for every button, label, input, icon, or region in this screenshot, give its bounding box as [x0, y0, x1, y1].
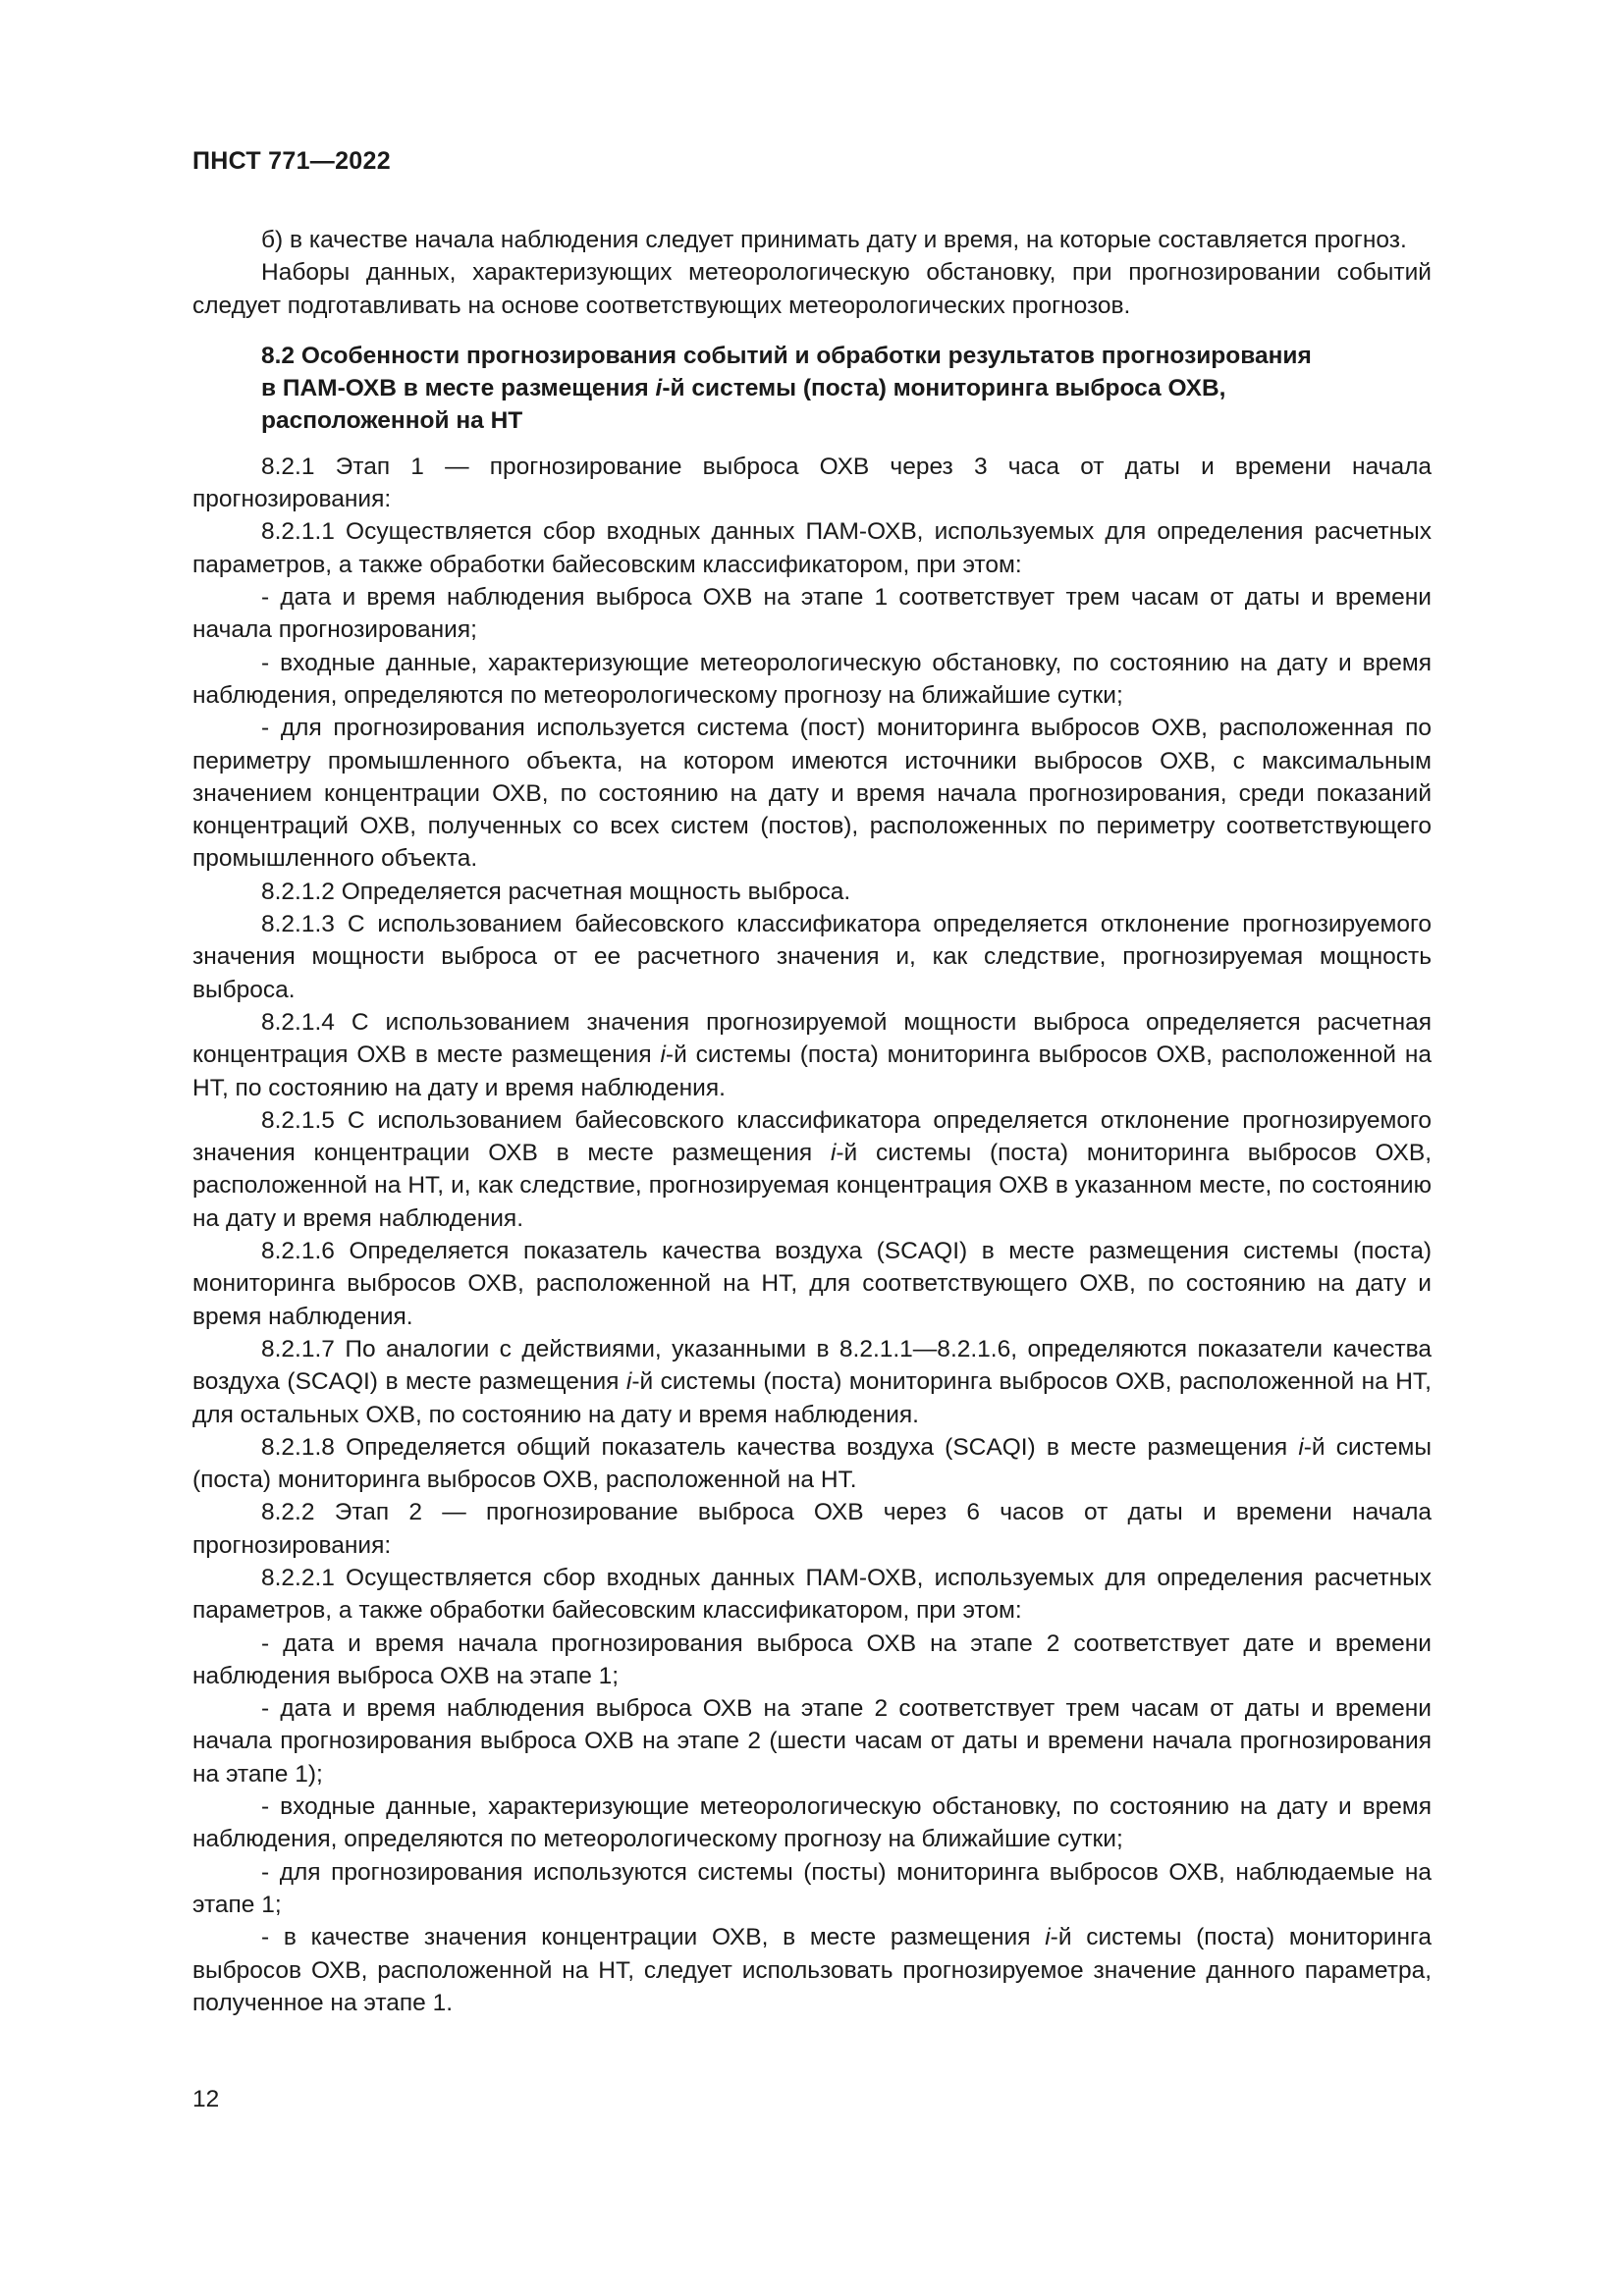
paragraph: 8.2.1.8 Определяется общий показатель качества воздуха (SCAQI) в месте размещения i-й системы (поста) мониторинга выбросов ОХВ, расположенной на НТ. [192, 1433, 1432, 1494]
list-item: - дата и время наблюдения выброса ОХВ на этапе 2 соответствует трем часам от даты и времени начала прогнозирования выброса ОХВ на этапе 2 (шести часам от даты и времени начала прогнозирования на этапе 1); [192, 1695, 1432, 1788]
paragraph: 8.2.1.4 С использованием значения прогнозируемой мощности выброса определяется расчетная концентрация ОХВ в месте размещения i-й системы (поста) мониторинга выбросов ОХВ, расположенной на НТ, по состоянию на дату и время наблюдения. [192, 1008, 1433, 1101]
paragraph: 8.2.2 Этап 2 — прогнозирование выброса ОХВ через 6 часов от даты и времени начала прогнозирования: [192, 1499, 1432, 1559]
paragraph: 8.2.1.7 По аналогии с действиями, указанными в 8.2.1.1—8.2.1.6, определяются показатели качества воздуха (SCAQI) в месте размещения i-й системы (поста) мониторинга выбросов ОХВ, расположенной на НТ, для остальных ОХВ, по состоянию на дату и время наблюдения. [192, 1335, 1432, 1428]
paragraph: 8.2.2.1 Осуществляется сбор входных данных ПАМ-ОХВ, используемых для определения расчетных параметров, а также обработки байесовским классификатором, при этом: [192, 1564, 1432, 1625]
paragraph: 8.2.1.6 Определяется показатель качества воздуха (SCAQI) в месте размещения системы (поста) мониторинга выбросов ОХВ, расположенной на НТ, для соответствующего ОХВ, по состоянию на дату и время наблюдения. [192, 1238, 1432, 1330]
paragraph: 8.2.1.2 Определяется расчетная мощность выброса. [261, 878, 851, 905]
list-item: - для прогнозирования используются системы (посты) мониторинга выбросов ОХВ, наблюдаемые на этапе 1; [192, 1858, 1432, 1918]
paragraph: Наборы данных, характеризующих метеорологическую обстановку, при прогнозировании событий следует подготавливать на основе соответствующих метеорологических прогнозов. [192, 259, 1432, 319]
paragraph: б) в качестве начала наблюдения следует принимать дату и время, на которые составляется прогноз. [261, 227, 1407, 253]
paragraph: 8.2.1.1 Осуществляется сбор входных данных ПАМ-ОХВ, используемых для определения расчетных параметров, а также обработки байесовским классификатором, при этом: [192, 518, 1432, 578]
list-item: - дата и время начала прогнозирования выброса ОХВ на этапе 2 соответствует дате и времени наблюдения выброса ОХВ на этапе 1; [192, 1629, 1432, 1689]
paragraph: 8.2.1.3 С использованием байесовского классификатора определяется отклонение прогнозируемого значения мощности выброса от ее расчетного значения и, как следствие, прогнозируемая мощность выброса. [192, 911, 1432, 1003]
document-code: ПНСТ 771—2022 [192, 147, 391, 175]
page-number: 12 [192, 2086, 220, 2112]
paragraph: 8.2.1 Этап 1 — прогнозирование выброса ОХВ через 3 часа от даты и времени начала прогнозирования: [192, 453, 1432, 513]
list-item: - входные данные, характеризующие метеорологическую обстановку, по состоянию на дату и время наблюдения, определяются по метеорологическому прогнозу на ближайшие сутки; [192, 649, 1432, 709]
list-item: - для прогнозирования используется система (пост) мониторинга выбросов ОХВ, расположенная по периметру промышленного объекта, на котором имеются источники выбросов ОХВ, с максимальным значением концентрации ОХВ, по состоянию на дату и время начала прогнозирования, среди показаний концентраций ОХВ, полученных со всех систем (постов), расположенных по периметру соответствующего промышленного объекта. [192, 715, 1432, 873]
list-item: - дата и время наблюдения выброса ОХВ на этапе 1 соответствует трем часам от даты и времени начала прогнозирования; [192, 584, 1432, 644]
paragraph: 8.2.1.5 С использованием байесовского классификатора определяется отклонение прогнозируемого значения концентрации ОХВ в месте размещения i-й системы (поста) мониторинга выбросов ОХВ, расположенной на НТ, и, как следствие, прогнозируемая концентрация ОХВ в указанном месте, по состоянию на дату и время наблюдения. [192, 1106, 1433, 1232]
list-item: - входные данные, характеризующие метеорологическую обстановку, по состоянию на дату и время наблюдения, определяются по метеорологическому прогнозу на ближайшие сутки; [192, 1793, 1432, 1853]
document-body [192, 224, 1432, 2019]
section-heading-line: 8.2 Особенности прогнозирования событий и обработки результатов прогнозирования [261, 342, 1312, 369]
section-heading-line: расположенной на НТ [261, 406, 523, 434]
section-heading [192, 340, 1432, 437]
section-heading-line: в ПАМ-ОХВ в месте размещения i-й системы (поста) мониторинга выброса ОХВ, [261, 374, 1226, 401]
list-item: - в качестве значения концентрации ОХВ, в месте размещения i-й системы (поста) мониторинга выбросов ОХВ, расположенной на НТ, следует использовать прогнозируемое значение данного параметра, полученное на этапе 1. [192, 1924, 1432, 2016]
